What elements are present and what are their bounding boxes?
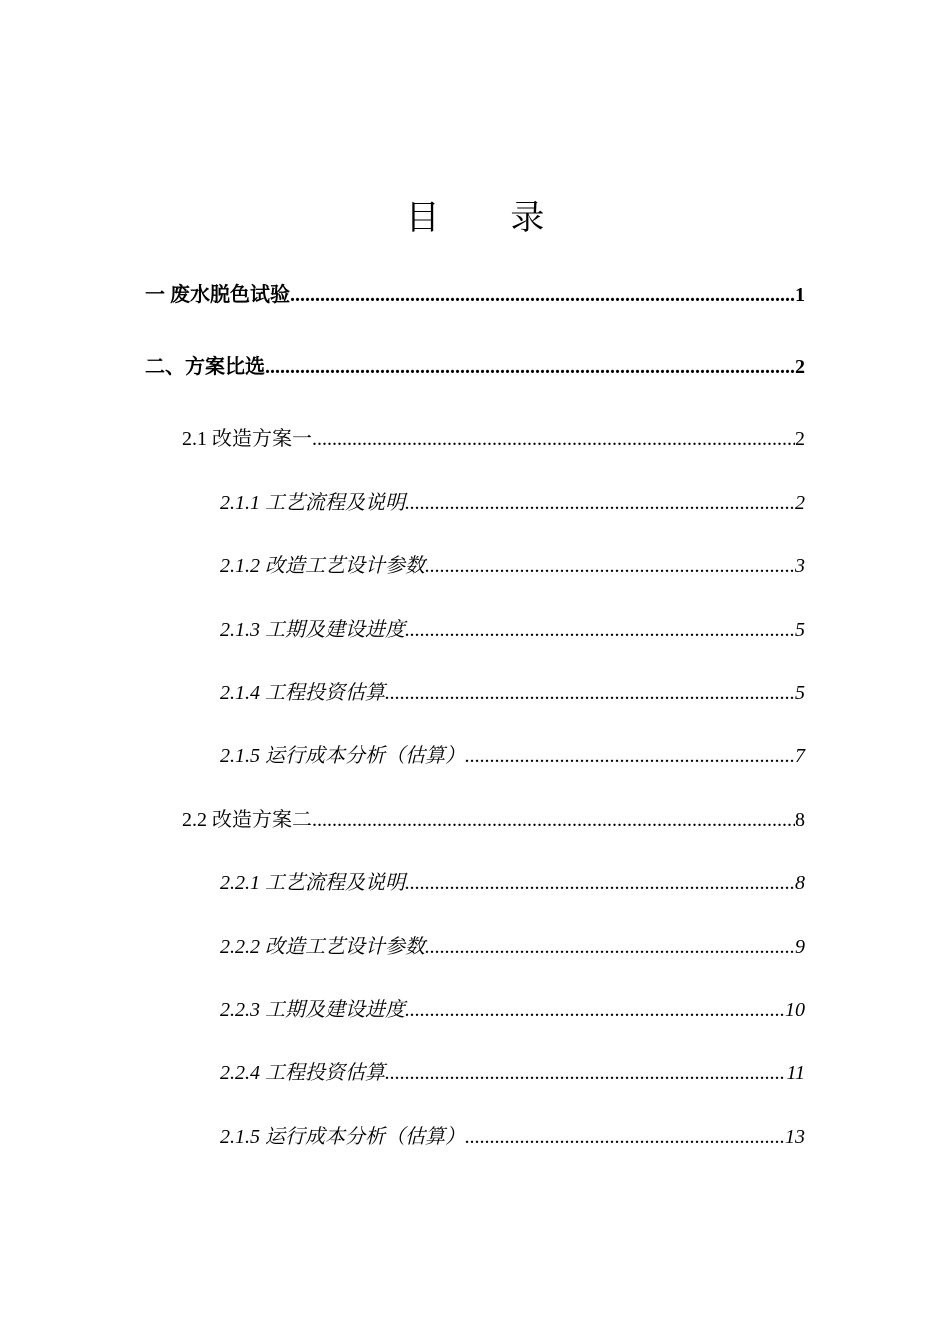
toc-entry-page: 9	[795, 936, 805, 958]
toc-entry-page: 10	[785, 999, 805, 1021]
toc-leader-dots	[290, 280, 795, 310]
toc-entry-label: 2.1.5 运行成本分析（估算）	[220, 1126, 465, 1148]
toc-entry[interactable]	[145, 352, 805, 382]
toc-leader-dots	[405, 995, 785, 1025]
toc-leader-dots	[405, 615, 795, 645]
toc-entry-page: 7	[795, 745, 805, 767]
toc-entry-page: 2	[795, 492, 805, 514]
toc-entry[interactable]	[220, 551, 805, 581]
toc-entry[interactable]	[220, 1122, 805, 1152]
toc-entry-label: 2.1.5 运行成本分析（估算）	[220, 745, 465, 767]
toc-entry[interactable]	[182, 424, 805, 454]
toc-entry-label: 2.1.1 工艺流程及说明	[220, 492, 405, 514]
toc-entry[interactable]	[182, 805, 805, 835]
toc-entry[interactable]	[220, 932, 805, 962]
toc-entry-page: 5	[795, 682, 805, 704]
toc-entry[interactable]	[220, 678, 805, 708]
toc-entry[interactable]	[145, 280, 805, 310]
toc-entry[interactable]	[220, 868, 805, 898]
toc-entry[interactable]	[220, 488, 805, 518]
toc-leader-dots	[405, 488, 795, 518]
toc-entry-label: 2.1.3 工期及建设进度	[220, 619, 405, 641]
toc-leader-dots	[405, 868, 795, 898]
toc-leader-dots	[385, 678, 795, 708]
toc-entry-page: 5	[795, 619, 805, 641]
toc-entry-label: 2.2.3 工期及建设进度	[220, 999, 405, 1021]
toc-entry-label: 2.1.2 改造工艺设计参数	[220, 555, 425, 577]
toc-entry-page: 11	[786, 1062, 805, 1084]
toc-entry-page: 2	[795, 428, 805, 450]
toc-entry-page: 1	[795, 284, 805, 306]
toc-entry-page: 3	[795, 555, 805, 577]
toc-entry[interactable]	[220, 741, 805, 771]
toc-entry[interactable]	[220, 995, 805, 1025]
toc-entry-label: 二、方案比选	[145, 356, 265, 378]
toc-leader-dots	[312, 424, 795, 454]
toc-leader-dots	[425, 932, 795, 962]
toc-leader-dots	[465, 741, 795, 771]
toc-entry[interactable]	[220, 615, 805, 645]
toc-entry-label: 2.2 改造方案二	[182, 809, 312, 831]
toc-entry-label: 2.2.1 工艺流程及说明	[220, 872, 405, 894]
toc-title: 目 录	[405, 198, 575, 238]
toc-entry-page: 13	[785, 1126, 805, 1148]
toc-leader-dots	[265, 352, 795, 382]
toc-entry-label: 一 废水脱色试验	[145, 284, 290, 306]
toc-entry-label: 2.1 改造方案一	[182, 428, 312, 450]
toc-entry-label: 2.2.2 改造工艺设计参数	[220, 936, 425, 958]
toc-entry-page: 8	[795, 872, 805, 894]
toc-leader-dots	[385, 1058, 786, 1088]
toc-entry[interactable]	[220, 1058, 805, 1088]
toc-entry-label: 2.2.4 工程投资估算	[220, 1062, 385, 1084]
toc-entry-page: 2	[795, 356, 805, 378]
toc-entry-page: 8	[795, 809, 805, 831]
toc-leader-dots	[425, 551, 795, 581]
toc-leader-dots	[465, 1122, 785, 1152]
toc-leader-dots	[312, 805, 795, 835]
toc-entry-label: 2.1.4 工程投资估算	[220, 682, 385, 704]
